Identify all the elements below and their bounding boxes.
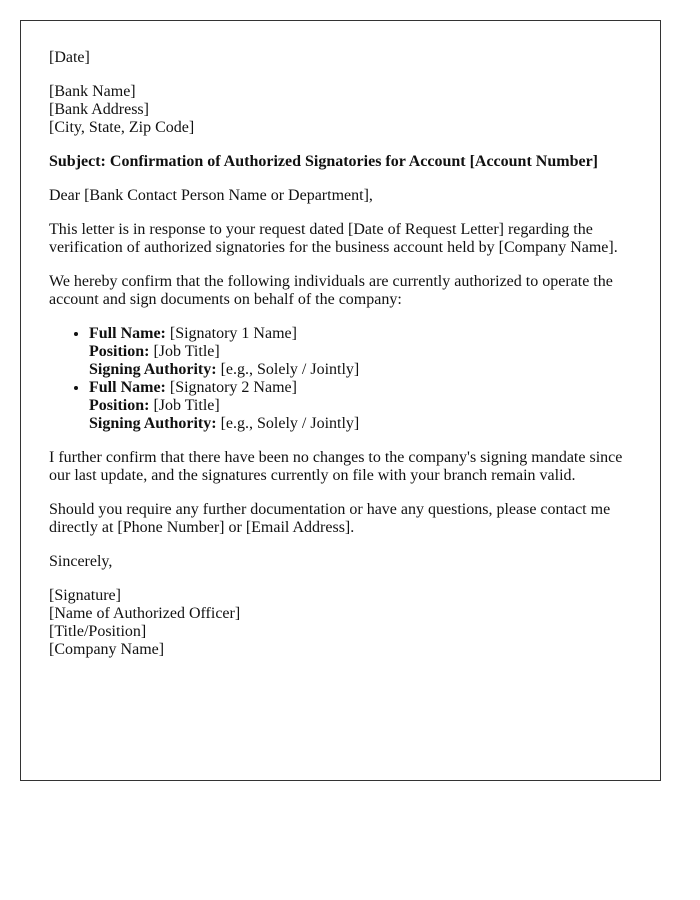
signatory-full-name	[89, 379, 632, 397]
signature-block	[49, 587, 632, 659]
letter-date: [Date]	[49, 49, 90, 66]
salutation: Dear [Bank Contact Person Name or Department],	[49, 187, 373, 204]
city-state-zip: [City, State, Zip Code]	[49, 119, 195, 136]
authority-value: [e.g., Solely / Jointly]	[216, 415, 360, 432]
closing: Sincerely,	[49, 553, 113, 570]
bank-name: [Bank Name]	[49, 83, 136, 100]
bank-address: [Bank Address]	[49, 101, 149, 118]
recipient-address	[49, 83, 632, 137]
full-name-label: Full Name:	[89, 379, 166, 396]
authority-value: [e.g., Solely / Jointly]	[216, 361, 360, 378]
signatory-full-name	[89, 325, 632, 343]
paragraph-request-reference: This letter is in response to your request dated [Date of Request Letter] regarding the verification of authorized signatories for the business account held by [Company Name].	[49, 221, 618, 256]
signature: [Signature]	[49, 587, 121, 604]
paragraph-no-changes: I further confirm that there have been no changes to the company's signing mandate since our last update, and the signatures currently on file with your branch remain valid.	[49, 449, 623, 484]
company-name: [Company Name]	[49, 641, 165, 658]
position-value: [Job Title]	[149, 343, 220, 360]
authority-label: Signing Authority:	[89, 415, 217, 432]
full-name-value: [Signatory 2 Name]	[165, 379, 297, 396]
paragraph-contact: Should you require any further documentation or have any questions, please contact me directly at [Phone Number] or [Email Address].	[49, 501, 611, 536]
signatory-position	[89, 397, 632, 415]
officer-name: [Name of Authorized Officer]	[49, 605, 241, 622]
officer-title: [Title/Position]	[49, 623, 147, 640]
subject-line	[49, 153, 632, 171]
signatory-item	[89, 379, 632, 433]
position-label: Position:	[89, 343, 150, 360]
signatory-list	[49, 325, 632, 433]
position-value: [Job Title]	[149, 397, 220, 414]
signatory-item	[89, 325, 632, 379]
paragraph-confirmation-intro: We hereby confirm that the following individuals are currently authorized to operate the account and sign documents on behalf of the company:	[49, 273, 613, 308]
full-name-label: Full Name:	[89, 325, 166, 342]
full-name-value: [Signatory 1 Name]	[165, 325, 297, 342]
authority-label: Signing Authority:	[89, 361, 217, 378]
signatory-position	[89, 343, 632, 361]
signatory-authority	[89, 415, 632, 433]
position-label: Position:	[89, 397, 150, 414]
letter-document	[20, 20, 661, 781]
signatory-authority	[89, 361, 632, 379]
subject-text: Subject: Confirmation of Authorized Signatories for Account [Account Number]	[49, 153, 598, 170]
